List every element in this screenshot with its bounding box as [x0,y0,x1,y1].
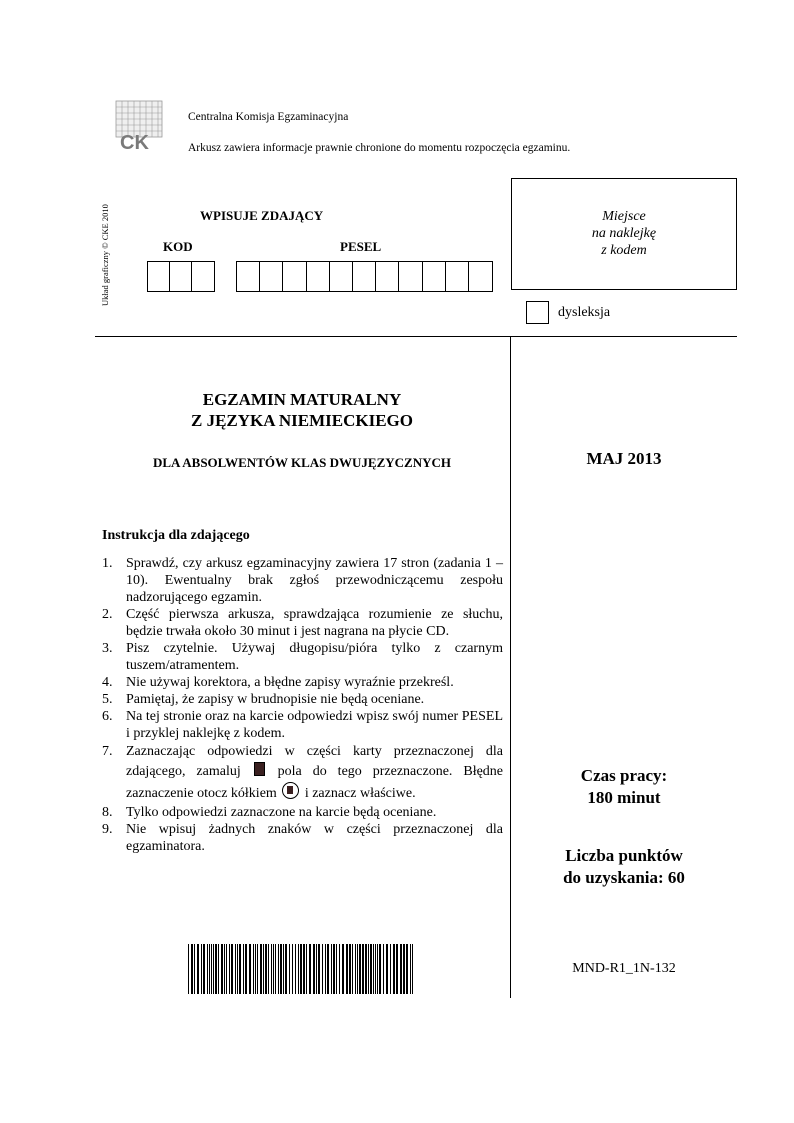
pesel-cell[interactable] [423,262,446,291]
max-points [511,845,737,889]
sticker-line: z kodem [601,243,647,258]
barcode-bar [285,944,287,994]
max-points-line: do uzyskania: 60 [563,868,685,887]
item-text: Zaznaczając odpowiedzi w części karty przeznaczonej dla zdającego, zamaluj [126,744,503,779]
barcode-bar [229,944,230,994]
barcode-bar [197,944,199,994]
barcode-bar [273,944,274,994]
working-time-line: Czas pracy: [580,766,668,785]
barcode-bar [275,944,276,994]
protection-notice: Arkusz zawiera informacje prawnie chronione do momentu rozpoczęcia egzaminu. [188,142,571,154]
barcode-bar [213,944,214,994]
barcode-bar [406,944,408,994]
barcode-bar [342,944,344,994]
horizontal-divider [95,336,737,337]
barcode-bar [386,944,388,994]
barcode-bar [375,944,376,994]
item-text: Na tej stronie oraz na karcie odpowiedzi wpisz swój numer PESEL i przyklej naklejkę z kodem. [126,709,503,741]
barcode-bar [303,944,305,994]
list-item [102,674,503,691]
pesel-cell[interactable] [469,262,492,291]
item-text: i zaznacz właściwe. [304,786,416,801]
item-number: 6. [102,709,113,724]
barcode-bar [265,944,267,994]
pesel-cell[interactable] [260,262,283,291]
kod-label: KOD [163,239,193,254]
list-item [102,821,503,855]
barcode-bar [188,944,189,994]
exam-title-line: Z JĘZYKA NIEMIECKIEGO [191,411,413,430]
working-time-line: 180 minut [587,788,661,807]
barcode-bar [333,944,335,994]
barcode-bar [283,944,284,994]
item-number: 8. [102,805,113,820]
exam-subtitle: DLA ABSOLWENTÓW KLAS DWUJĘZYCZNYCH [153,455,451,470]
barcode-bar [359,944,361,994]
list-item [102,555,503,606]
barcode-bar [316,944,317,994]
barcode-bar [410,944,411,994]
barcode-bar [362,944,364,994]
barcode-bar [226,944,227,994]
barcode-bar [211,944,212,994]
barcode-bar [383,944,384,994]
barcode-bar [368,944,369,994]
item-text: Pisz czytelnie. Używaj długopisu/pióra tylko z czarnym tuszem/atramentem. [126,641,503,673]
pesel-cell[interactable] [399,262,422,291]
item-text: Pamiętaj, że zapisy w brudnopisie nie będą oceniane. [126,692,425,707]
barcode-bar [249,944,251,994]
kod-cell[interactable] [148,262,170,291]
barcode-bar [263,944,264,994]
item-text: Tylko odpowiedzi zaznaczone na karcie będą oceniane. [126,805,437,820]
barcode-bar [298,944,299,994]
barcode-bar [300,944,302,994]
barcode-bar [260,944,262,994]
barcode-bar [194,944,195,994]
barcode-bar [309,944,311,994]
barcode-bar [339,944,340,994]
barcode-bar [393,944,395,994]
barcode-bar [412,944,413,994]
barcode-bar [224,944,225,994]
list-item [102,742,503,804]
list-item [102,804,503,821]
barcode-bar [318,944,320,994]
barcode-bar [365,944,367,994]
item-number: 3. [102,641,113,656]
list-item [102,640,503,674]
barcode-bar [352,944,353,994]
dyslexia-checkbox[interactable] [526,301,549,324]
barcode-bar [235,944,236,994]
pesel-cell[interactable] [283,262,306,291]
barcode-bar [203,944,205,994]
barcode-bar [306,944,307,994]
barcode-bar [390,944,391,994]
item-text: Część pierwsza arkusza, sprawdzająca rozumienie ze słuchu, będzie trwała około 30 minut i jest nagrana na płycie CD. [126,607,503,639]
barcode-bar [336,944,337,994]
barcode [188,944,416,994]
barcode-bar [313,944,315,994]
item-text: Nie używaj korektora, a błędne zapisy wyraźnie przekreśl. [126,675,454,690]
barcode-bar [377,944,378,994]
sheet-code: MND-R1_1N-132 [572,961,676,976]
list-item [102,691,503,708]
instructions-list [102,555,503,855]
item-number: 2. [102,607,113,622]
barcode-bar [295,944,296,994]
kod-cell[interactable] [192,262,214,291]
item-number: 7. [102,744,113,759]
barcode-bar [355,944,356,994]
layout-credit: Układ graficzny © CKE 2010 [100,204,110,306]
pesel-cell[interactable] [376,262,399,291]
barcode-bar [331,944,332,994]
barcode-bar [271,944,272,994]
barcode-bar [218,944,219,994]
barcode-bar [346,944,348,994]
barcode-bar [327,944,329,994]
sticker-line: na naklejkę [591,226,657,241]
barcode-bar [357,944,358,994]
barcode-bar [253,944,254,994]
barcode-bar [231,944,233,994]
filled-square-icon [254,762,265,776]
cke-logo [112,97,166,155]
barcode-bar [201,944,202,994]
barcode-bar [191,944,193,994]
vertical-divider [510,336,511,998]
barcode-bar [221,944,223,994]
pesel-cell[interactable] [307,262,330,291]
item-number: 9. [102,822,113,837]
barcode-bar [280,944,282,994]
item-text: Sprawdź, czy arkusz egzaminacyjny zawiera 17 stron (zadania 1 – 10). Ewentualny brak zgłoś przewodniczącemu zespołu nadzorującego egzamin. [126,556,503,605]
item-number: 1. [102,556,113,571]
exam-title [95,389,509,431]
pesel-cell[interactable] [353,262,376,291]
barcode-bar [245,944,247,994]
candidate-heading: WPISUJE ZDAJĄCY [200,208,324,223]
barcode-bar [209,944,210,994]
barcode-bar [289,944,290,994]
barcode-bar [207,944,208,994]
barcode-bar [325,944,326,994]
exam-title-line: EGZAMIN MATURALNY [202,390,402,409]
exam-date: MAJ 2013 [586,449,662,468]
pesel-cell[interactable] [446,262,469,291]
pesel-cell[interactable] [330,262,353,291]
pesel-label: PESEL [340,239,382,254]
logo-text: CK [120,132,149,154]
item-number: 5. [102,692,113,707]
barcode-bar [257,944,258,994]
sticker-placeholder [511,178,737,290]
barcode-bar [255,944,256,994]
barcode-bar [268,944,269,994]
kod-input-boxes[interactable] [147,261,215,292]
barcode-bar [237,944,238,994]
institution-name: Centralna Komisja Egzaminacyjna [188,111,349,123]
item-text: pola do tego przeznaczone. Błędne zaznaczenie otocz kółkiem [126,764,504,801]
kod-cell[interactable] [170,262,192,291]
circled-square-icon [282,782,299,799]
pesel-input-boxes[interactable] [236,261,493,292]
barcode-bar [278,944,279,994]
barcode-bar [379,944,381,994]
instructions-heading: Instrukcja dla zdającego [102,528,250,543]
barcode-bar [215,944,217,994]
barcode-bar [373,944,374,994]
max-points-line: Liczba punktów [565,846,683,865]
item-text: Nie wpisuj żadnych znaków w części przeznaczonej dla egzaminatora. [126,822,503,854]
sticker-line: Miejsce [602,209,646,224]
barcode-bar [243,944,244,994]
barcode-bar [349,944,351,994]
barcode-bar [396,944,398,994]
barcode-bar [403,944,405,994]
working-time [511,765,737,809]
barcode-bar [400,944,402,994]
dyslexia-label: dysleksja [558,305,611,320]
item-number: 4. [102,675,113,690]
list-item [102,606,503,640]
list-item [102,708,503,742]
barcode-bar [292,944,293,994]
pesel-cell[interactable] [237,262,260,291]
barcode-bar [239,944,241,994]
barcode-bar [370,944,372,994]
barcode-bar [322,944,323,994]
